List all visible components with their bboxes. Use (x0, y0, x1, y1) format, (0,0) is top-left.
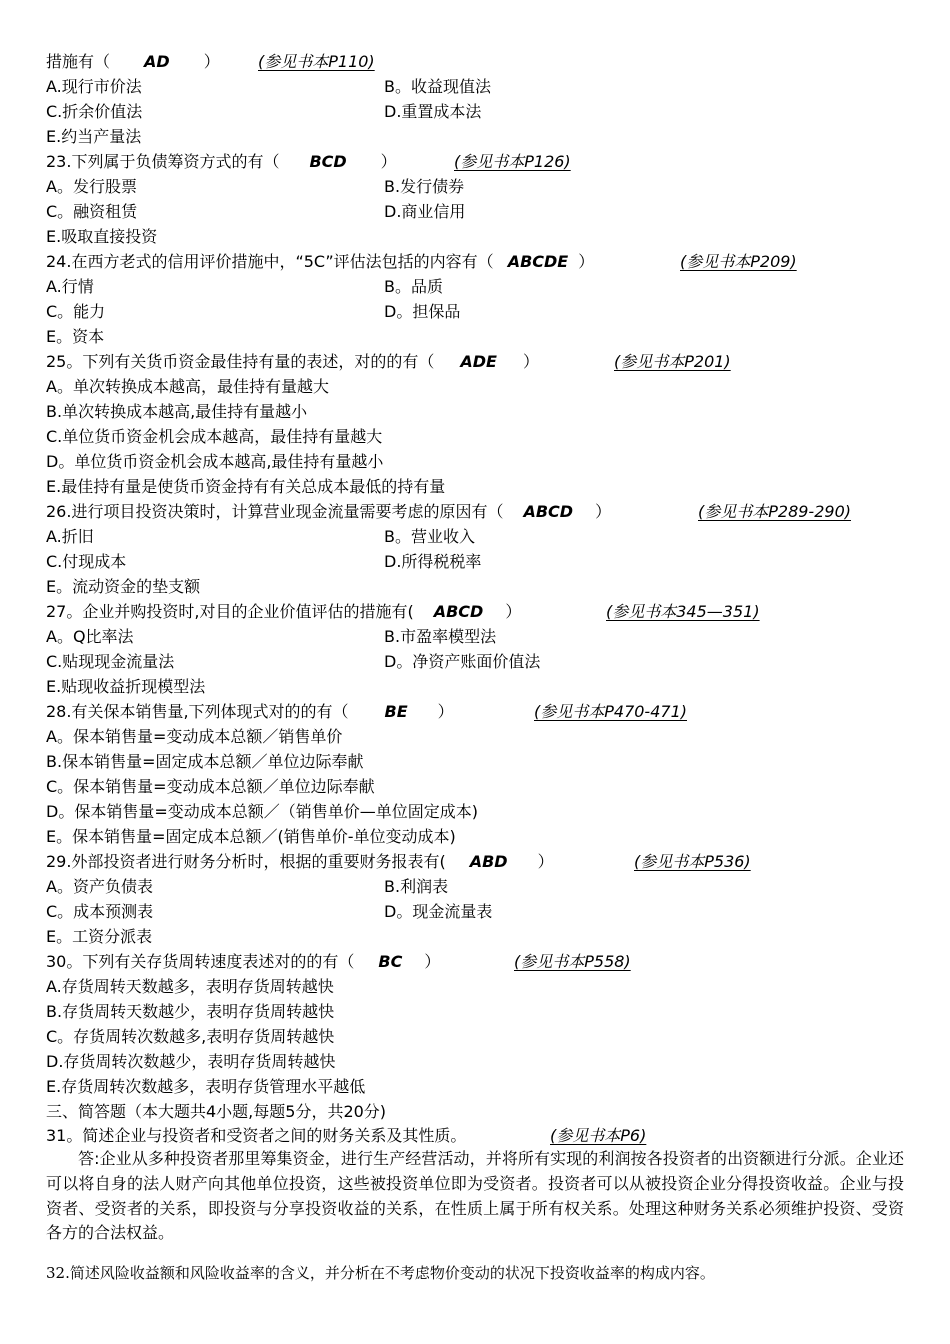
q25-option-a-line (46, 375, 329, 399)
q23-option-e: E.吸取直接投资 (46, 227, 158, 246)
q25-option-e-line (46, 475, 445, 499)
q23-option-e-line (46, 225, 157, 249)
q28-option-c: C。保本销售量=变动成本总额／单位边际奉献 (46, 777, 375, 796)
q30-option-a: A.存货周转天数越多，表明存货周转越快 (46, 977, 334, 996)
q22-option-c: C.折余价值法 (46, 102, 143, 121)
q28-option-d-line (46, 800, 478, 824)
q22-options-ab (46, 75, 491, 99)
q29-options-cd (46, 900, 493, 924)
q27-close: ） (505, 602, 522, 621)
q26-options-ab (46, 525, 475, 549)
q24-close: ） (578, 252, 595, 271)
q26-option-e-line (46, 575, 200, 599)
q29-options-ab (46, 875, 449, 899)
q26-option-b: B。营业收入 (384, 527, 475, 546)
q23-stem: 23.下列属于负债筹资方式的有（ (46, 152, 280, 171)
q22-answer: AD (144, 52, 170, 71)
q24-options-cd (46, 300, 461, 324)
q24-stem-line (46, 250, 797, 274)
q30-option-e-line (46, 1075, 365, 1099)
q30-option-e: E.存货周转次数越多，表明存货管理水平越低 (46, 1077, 366, 1096)
q22-option-d: D.重置成本法 (384, 102, 482, 121)
q26-option-d: D.所得税税率 (384, 552, 482, 571)
q25-option-c: C.单位货币资金机会成本越高，最佳持有量越大 (46, 427, 383, 446)
section-heading-line (46, 1100, 386, 1124)
q26-answer: ABCD (523, 502, 574, 521)
q24-option-d: D。担保品 (384, 302, 461, 321)
q22-option-b: B。收益现值法 (384, 77, 491, 96)
q28-option-e-line (46, 825, 456, 849)
q27-stem: 27。企业并购投资时,对目的企业价值评估的措施有( (46, 602, 414, 621)
q24-answer: ABCDE (507, 252, 569, 271)
q28-option-e: E。保本销售量=固定成本总额／(销售单价-单位变动成本) (46, 827, 456, 846)
q23-options-cd (46, 200, 466, 224)
q30-stem-line (46, 950, 631, 974)
q25-answer: ADE (460, 352, 497, 371)
q28-option-c-line (46, 775, 375, 799)
q26-ref: (参见书本P289-290) (698, 502, 851, 521)
q27-option-c: C.贴现现金流量法 (46, 652, 175, 671)
q26-stem-line (46, 500, 851, 524)
q27-answer: ABCD (433, 602, 484, 621)
q29-stem-line (46, 850, 751, 874)
q27-option-a: A。Q比率法 (46, 627, 134, 646)
q30-option-b: B.存货周转天数越少，表明存货周转越快 (46, 1002, 335, 1021)
q22-option-e: E.约当产量法 (46, 127, 142, 146)
q25-close: ） (522, 352, 539, 371)
section-heading: 三、简答题（本大题共4小题,每题5分，共20分) (46, 1102, 387, 1121)
q29-option-e: E。工资分派表 (46, 927, 153, 946)
q25-option-b-line (46, 400, 307, 424)
q24-stem: 24.在西方老式的信用评价措施中，“5C”评估法包括的内容有（ (46, 252, 494, 271)
q29-option-d: D。现金流量表 (384, 902, 493, 921)
q28-option-a: A。保本销售量=变动成本总额／销售单价 (46, 727, 343, 746)
q22-close: ） (203, 52, 220, 71)
q23-option-b: B.发行债券 (384, 177, 465, 196)
q24-ref: (参见书本P209) (680, 252, 797, 271)
q29-option-b: B.利润表 (384, 877, 449, 896)
q30-close: ） (424, 952, 441, 971)
q27-stem-line (46, 600, 760, 624)
q30-option-d-line (46, 1050, 335, 1074)
q25-ref: (参见书本P201) (614, 352, 731, 371)
q26-stem: 26.进行项目投资决策时，计算营业现金流量需要考虑的原因有（ (46, 502, 504, 521)
q27-option-d: D。净资产账面价值法 (384, 652, 541, 671)
q30-ref: (参见书本P558) (514, 952, 631, 971)
q30-option-d: D.存货周转次数越少，表明存货周转越快 (46, 1052, 336, 1071)
q30-stem: 30。下列有关存货周转速度表述对的的有（ (46, 952, 355, 971)
q28-option-b-line (46, 750, 363, 774)
q22-ref: (参见书本P110) (258, 52, 375, 71)
q27-option-e-line (46, 675, 205, 699)
q26-option-e: E。流动资金的垫支额 (46, 577, 201, 596)
q29-option-c: C。成本预测表 (46, 902, 154, 921)
q29-answer: ABD (469, 852, 508, 871)
q27-options-ab (46, 625, 497, 649)
q22-stem-line (46, 50, 375, 74)
q25-stem: 25。下列有关货币资金最佳持有量的表述，对的的有（ (46, 352, 435, 371)
q24-options-ab (46, 275, 443, 299)
q27-option-b: B.市盈率模型法 (384, 627, 497, 646)
q25-stem-line (46, 350, 731, 374)
q27-option-e: E.贴现收益折现模型法 (46, 677, 206, 696)
q23-option-c: C。融资租赁 (46, 202, 138, 221)
q29-ref: (参见书本P536) (634, 852, 751, 871)
q29-close: ） (537, 852, 554, 871)
q28-option-a-line (46, 725, 342, 749)
q31-stem-line (46, 1124, 647, 1148)
q29-stem: 29.外部投资者进行财务分析时，根据的重要财务报表有( (46, 852, 446, 871)
q24-option-e: E。资本 (46, 327, 105, 346)
q29-option-a: A。资产负债表 (46, 877, 153, 896)
q26-close: ） (595, 502, 612, 521)
q26-option-a: A.折旧 (46, 527, 94, 546)
q22-options-cd (46, 100, 482, 124)
q28-stem: 28.有关保本销售量,下列体现式对的的有（ (46, 702, 349, 721)
q27-ref: (参见书本345—351) (606, 602, 760, 621)
q23-options-ab (46, 175, 465, 199)
q28-ref: (参见书本P470-471) (534, 702, 687, 721)
q23-option-a: A。发行股票 (46, 177, 137, 196)
q30-option-c: C。存货周转次数越多,表明存货周转越快 (46, 1027, 335, 1046)
q23-answer: BCD (309, 152, 347, 171)
q30-option-b-line (46, 1000, 334, 1024)
q32-stem: 32.简述风险收益额和风险收益率的含义，并分析在不考虑物价变动的状况下投资收益率的构成内容。 (46, 1264, 715, 1282)
q27-options-cd (46, 650, 541, 674)
q28-option-d: D。保本销售量=变动成本总额／（销售单价—单位固定成本) (46, 802, 478, 821)
q24-option-c: C。能力 (46, 302, 106, 321)
q24-option-e-line (46, 325, 104, 349)
q23-stem-line (46, 150, 571, 174)
q28-option-b: B.保本销售量=固定成本总额／单位边际奉献 (46, 752, 364, 771)
q25-option-d: D。单位货币资金机会成本越高,最佳持有量越小 (46, 452, 384, 471)
q25-option-e: E.最佳持有量是使货币资金持有有关总成本最低的持有量 (46, 477, 446, 496)
q25-option-c-line (46, 425, 382, 449)
q25-option-b: B.单次转换成本越高,最佳持有量越小 (46, 402, 308, 421)
q28-close: ） (437, 702, 454, 721)
q24-option-a: A.行情 (46, 277, 94, 296)
q22-option-a: A.现行市价法 (46, 77, 142, 96)
q24-option-b: B。品质 (384, 277, 443, 296)
q23-ref: (参见书本P126) (454, 152, 571, 171)
q22-option-e-line (46, 125, 141, 149)
q31-ref: (参见书本P6) (550, 1126, 647, 1145)
q23-close: ） (380, 152, 397, 171)
q25-option-d-line (46, 450, 383, 474)
q31-answer-paragraph: 答:企业从多种投资者那里筹集资金，进行生产经营活动，并将所有实现的利润按各投资者的出资额进行分派。企业还可以将自身的法人财产向其他单位投资，这些被投资单位即为受资者。投资者可以从被投资企业分得投资收益。企业与投资者、受资者的关系，即投资与分享投资收益的关系，在性质上属于所有权关系。处理这种财务关系必须维护投资、受资各方的合法权益。 (46, 1149, 904, 1243)
q31-stem: 31。简述企业与投资者和受资者之间的财务关系及其性质。 (46, 1126, 467, 1145)
q30-answer: BC (378, 952, 403, 971)
q28-answer: BE (384, 702, 408, 721)
q29-option-e-line (46, 925, 152, 949)
q26-options-cd (46, 550, 482, 574)
q22-stem: 措施有（ (46, 52, 111, 71)
q23-option-d: D.商业信用 (384, 202, 466, 221)
q26-option-c: C.付现成本 (46, 552, 127, 571)
q28-stem-line (46, 700, 687, 724)
q30-option-c-line (46, 1025, 334, 1049)
q25-option-a: A。单次转换成本越高，最佳持有量越大 (46, 377, 329, 396)
q30-option-a-line (46, 975, 334, 999)
